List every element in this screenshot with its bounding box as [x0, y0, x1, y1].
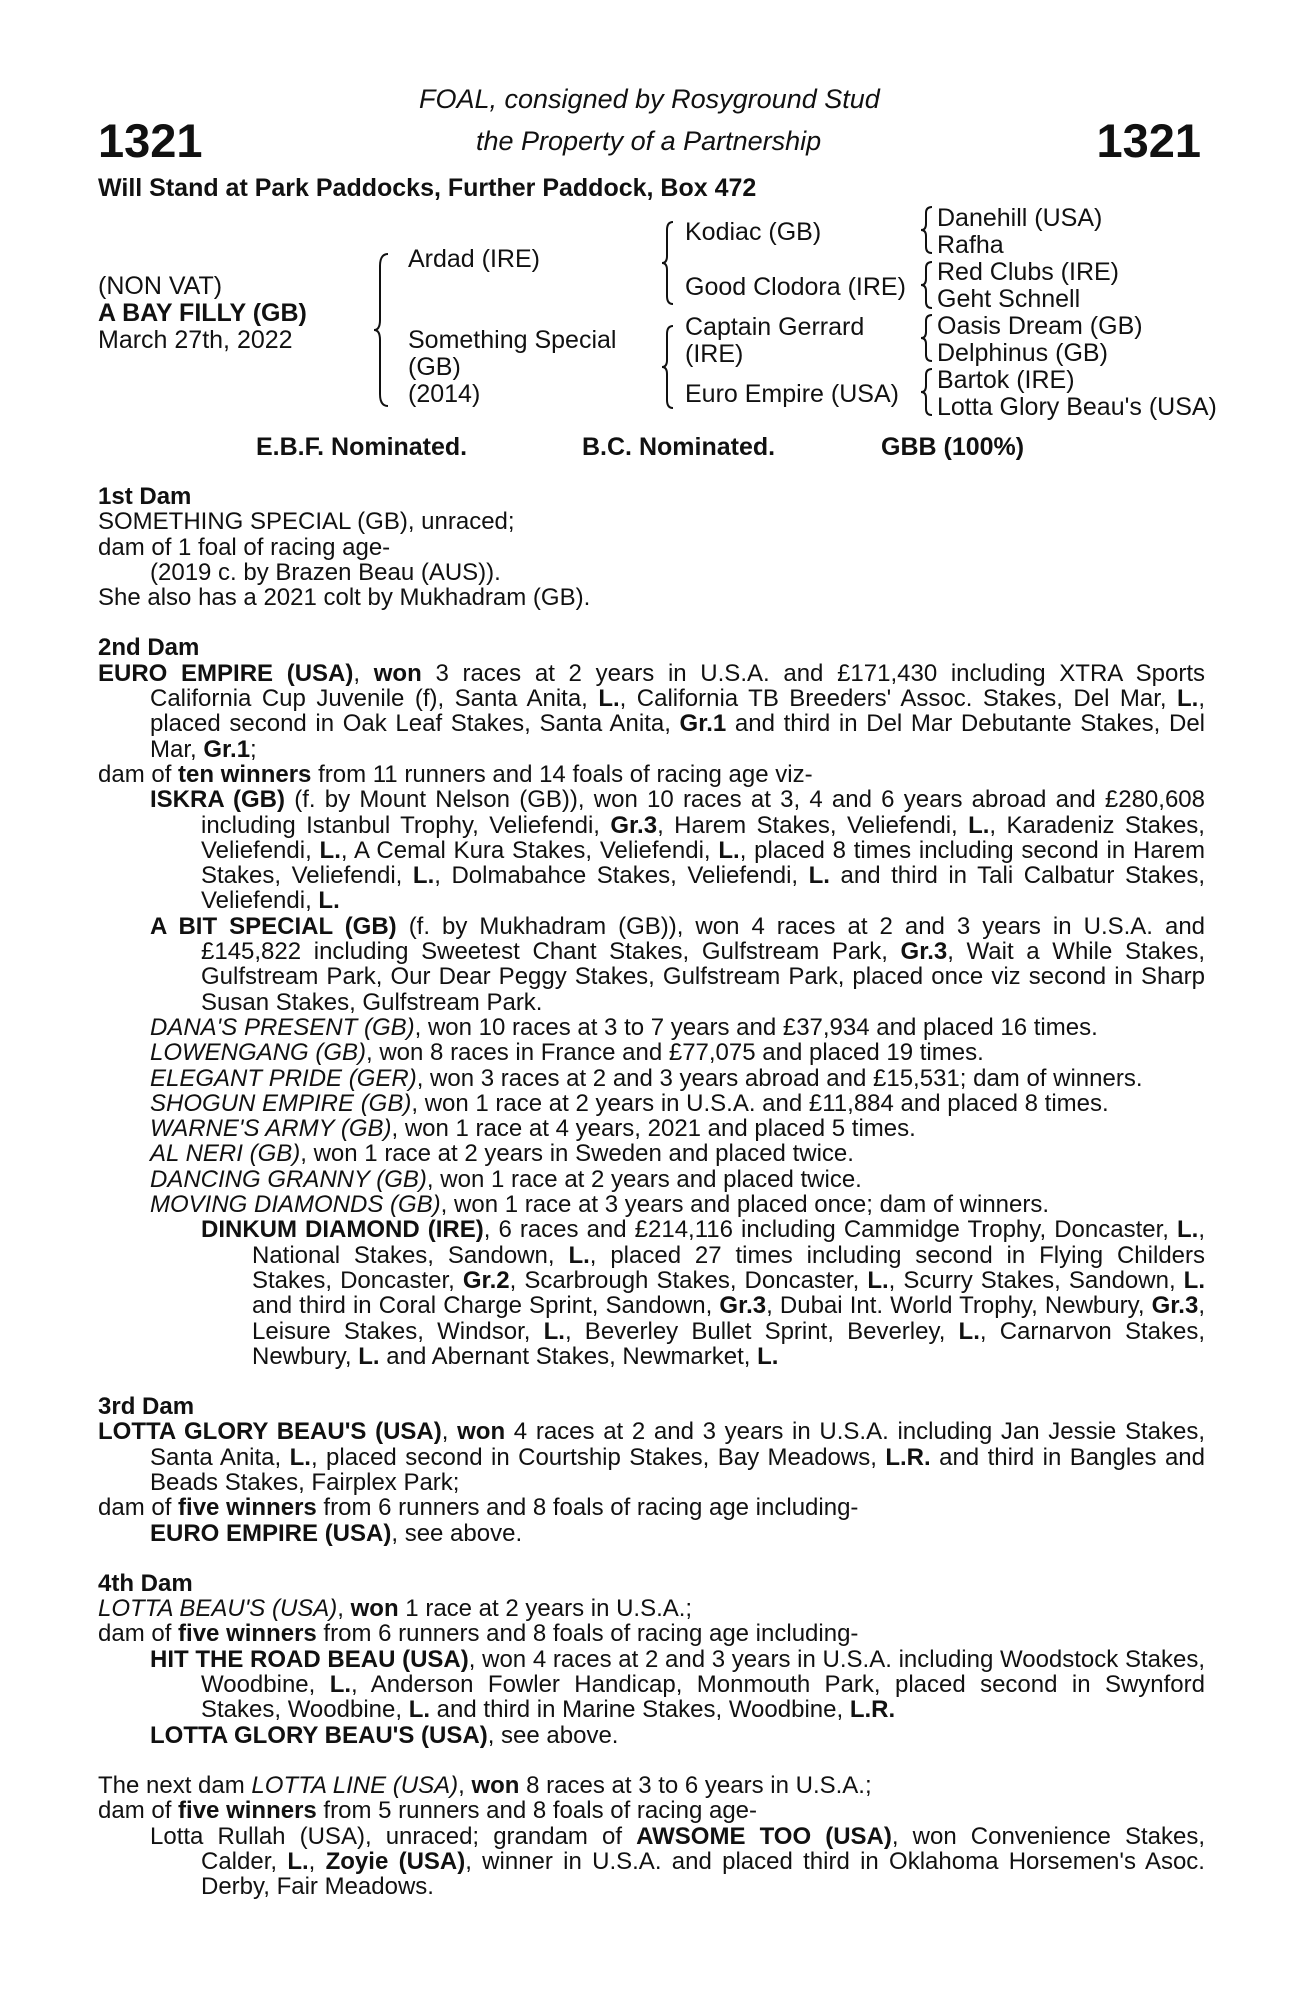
dam4-record: LOTTA BEAU'S (USA), won 1 race at 2 years in U.S.A.; [98, 1595, 693, 1623]
pedigree-brace-2a [660, 218, 676, 308]
consignor-line: FOAL, consigned by Rosyground Stud [419, 84, 880, 114]
pedigree-brace-1 [372, 250, 392, 410]
dam1-line1: SOMETHING SPECIAL (GB), unraced; [98, 508, 515, 536]
produce-list-item: WARNE'S ARMY (GB), won 1 race at 4 years, 2021 and placed 5 times. [150, 1115, 916, 1143]
next-dam-produce: Lotta Rullah (USA), unraced; grandam of AWSOME TOO (USA), won Convenience Stakes, Calder, L., Zoyie (USA), winner in U.S.A. and placed third in Oklahoma Horsemen's Asoc. Derby, Fair Meadows. [150, 1822, 1206, 1901]
produce-list-item: AL NERI (GB), won 1 race at 2 years in Sweden and placed twice. [150, 1140, 854, 1168]
dam-line2: (GB) [408, 353, 461, 381]
dam-sire-line1: Captain Gerrard [685, 313, 865, 341]
dam2-produce-summary: dam of ten winners from 11 runners and 14 foals of racing age viz- [98, 760, 813, 788]
dam4-heading: 4th Dam [98, 1569, 193, 1597]
sire-dam: Good Clodora (IRE) [685, 273, 906, 301]
dam-line3: (2014) [408, 380, 481, 408]
dam2-heading: 2nd Dam [98, 634, 200, 662]
produce-a-bit-special: A BIT SPECIAL (GB) (f. by Mukhadram (GB)), won 4 races at 2 and 3 years in U.S.A. and £145,822 including Sweetest Chant Stakes, Gulfstream Park, Gr.3, Wait a While Stakes, Gulfstream Park, Our Dear Peggy Stakes, Gulfstream Park, placed once viz second in Sharp Susan Stakes, Gulfstream Park. [150, 912, 1206, 1016]
dam1-heading: 1st Dam [98, 483, 192, 510]
pedigree-brace-3b [920, 259, 934, 311]
sire-dam-dam: Geht Schnell [937, 285, 1081, 313]
stand-location: Will Stand at Park Paddocks, Further Paddock, Box 472 [98, 174, 757, 202]
produce-list-item: ELEGANT PRIDE (GER), won 3 races at 2 and 3 years abroad and £15,531; dam of winners. [150, 1064, 1143, 1092]
dam-sire-dam: Delphinus (GB) [937, 339, 1108, 367]
dam1-line4: She also has a 2021 colt by Mukhadram (GB). [98, 584, 591, 612]
dam4-produce-summary: dam of five winners from 6 runners and 8 foals of racing age including- [98, 1620, 859, 1648]
foal-name: A BAY FILLY (GB) [98, 299, 307, 327]
bc-nomination: B.C. Nominated. [582, 433, 776, 461]
dam-sire-sire: Oasis Dream (GB) [937, 312, 1143, 340]
dam3-produce-summary: dam of five winners from 6 runners and 8 foals of racing age including- [98, 1494, 859, 1522]
dam2-name: EURO EMPIRE (USA) [98, 659, 354, 687]
produce-list-item: SHOGUN EMPIRE (GB), won 1 race at 2 years in U.S.A. and £11,884 and placed 8 times. [150, 1089, 1109, 1117]
sire: Ardad (IRE) [408, 245, 540, 273]
produce-iskra: ISKRA (GB) (f. by Mount Nelson (GB)), won 10 races at 3, 4 and 6 years abroad and £280,608 including Istanbul Trophy, Veliefendi, Gr.3, Harem Stakes, Veliefendi, L., Karadeniz Stakes, Veliefendi, L., A Cemal Kura Stakes, Veliefendi, L., placed 8 times including second in Harem Stakes, Veliefendi, L., Dolmabahce Stakes, Veliefendi, L. and third in Tali Calbatur Stakes, Veliefendi, L. [150, 786, 1206, 915]
produce-list-item: MOVING DIAMONDS (GB), won 1 race at 3 years and placed once; dam of winners. [150, 1191, 1050, 1219]
sire-sire: Kodiac (GB) [685, 218, 822, 246]
produce-hit-the-road-beau: HIT THE ROAD BEAU (USA), won 4 races at 2 and 3 years in U.S.A. including Woodstock Stakes, Woodbine, L., Anderson Fowler Handicap, Monmouth Park, placed second in Swynford Stakes, Woodbine, L. and third in Marine Stakes, Woodbine, L.R. [150, 1645, 1206, 1724]
dam-sire-line2: (IRE) [685, 340, 744, 368]
dam3-produce-ref: EURO EMPIRE (USA), see above. [150, 1519, 523, 1547]
pedigree-brace-2b [660, 322, 676, 412]
produce-list-item: LOWENGANG (GB), won 8 races in France and £77,075 and placed 19 times. [150, 1039, 984, 1067]
property-line: the Property of a Partnership [476, 126, 822, 156]
pedigree-brace-3d [920, 366, 934, 418]
foal-dob: March 27th, 2022 [98, 326, 293, 354]
vat-status: (NON VAT) [98, 272, 223, 300]
sire-dam-sire: Red Clubs (IRE) [937, 258, 1119, 286]
sire-sire-dam: Rafha [937, 231, 1004, 259]
dam-dam-sire: Bartok (IRE) [937, 366, 1075, 394]
pedigree-brace-3c [920, 312, 934, 364]
pedigree-brace-3a [920, 204, 934, 256]
dam4-produce-ref: LOTTA GLORY BEAU'S (USA), see above. [150, 1721, 619, 1749]
dam3-heading: 3rd Dam [98, 1393, 195, 1421]
gbb-status: GBB (100%) [881, 433, 1025, 461]
dam1-line3: (2019 c. by Brazen Beau (AUS)). [150, 558, 501, 586]
produce-dinkum-diamond: DINKUM DIAMOND (IRE), 6 races and £214,116 including Cammidge Trophy, Doncaster, L., National Stakes, Sandown, L., placed 27 times including second in Flying Childers Stakes, Doncaster, Gr.2, Scarbrough Stakes, Doncaster, L., Scurry Stakes, Sandown, L. and third in Coral Charge Sprint, Sandown, Gr.3, Dubai Int. World Trophy, Newbury, Gr.3, Leisure Stakes, Windsor, L., Beverley Bullet Sprint, Beverley, L., Carnarvon Stakes, Newbury, L. and Abernant Stakes, Newmarket, L. [201, 1216, 1206, 1370]
dam-dam-dam: Lotta Glory Beau's (USA) [937, 393, 1217, 421]
sire-sire-sire: Danehill (USA) [937, 204, 1103, 232]
produce-list-item: DANCING GRANNY (GB), won 1 race at 2 years and placed twice. [150, 1165, 862, 1193]
next-dam-produce-summary: dam of five winners from 5 runners and 8 foals of racing age- [98, 1797, 758, 1825]
dam1-line2: dam of 1 foal of racing age- [98, 533, 391, 561]
dam-line1: Something Special [408, 326, 617, 354]
lot-number-left: 1321 [98, 114, 203, 167]
produce-list-item: DANA'S PRESENT (GB), won 10 races at 3 to 7 years and £37,934 and placed 16 times. [150, 1013, 1098, 1041]
ebf-nomination: E.B.F. Nominated. [256, 433, 468, 461]
dam3-record: LOTTA GLORY BEAU'S (USA), won 4 races at 2 and 3 years in U.S.A. including Jan Jessie Stakes, Santa Anita, L., placed second in Courtship Stakes, Bay Meadows, L.R. and third in Bangles and Beads Stakes, Fairplex Park; [98, 1418, 1205, 1496]
dam2-record: EURO EMPIRE (USA), won 3 races at 2 years in U.S.A. and £171,430 including XTRA Sports California Cup Juvenile (f), Santa Anita, L., California TB Breeders' Assoc. Stakes, Del Mar, L., placed second in Oak Leaf Stakes, Santa Anita, Gr.1 and third in Del Mar Debutante Stakes, Del Mar, Gr.1; [98, 659, 1205, 763]
next-dam-record: The next dam LOTTA LINE (USA), won 8 races at 3 to 6 years in U.S.A.; [98, 1771, 872, 1799]
lot-number-right: 1321 [1096, 114, 1201, 167]
dam-dam: Euro Empire (USA) [685, 380, 899, 408]
catalogue-body [98, 484, 1205, 1899]
